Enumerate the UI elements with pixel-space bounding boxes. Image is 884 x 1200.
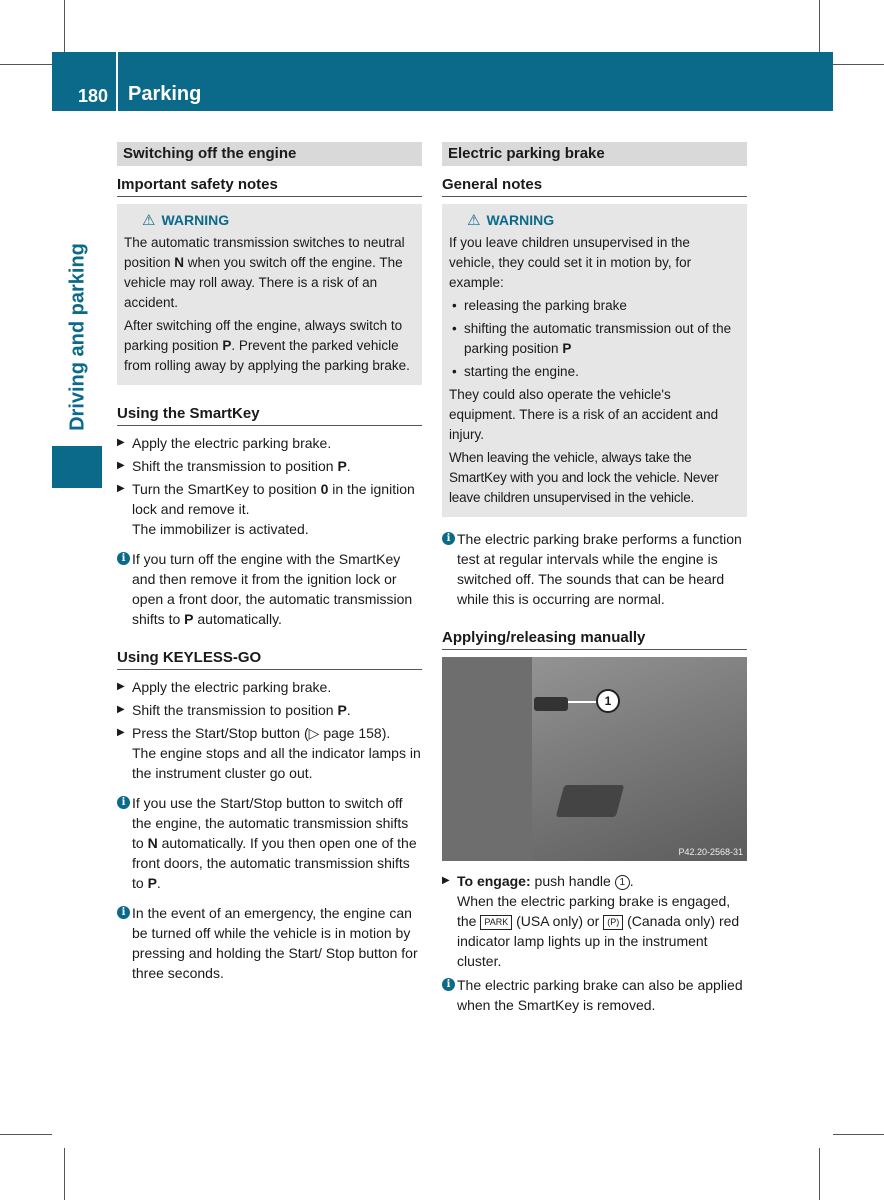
step-item: ▶ Apply the electric parking brake. <box>117 679 332 695</box>
step-item: ▶ Apply the electric parking brake. <box>117 435 332 451</box>
warning-box <box>117 204 422 385</box>
crop-mark <box>833 1134 884 1135</box>
chapter-side-label: Driving and parking <box>66 243 89 431</box>
section-title-switching-off: Switching off the engine <box>117 142 422 166</box>
step-arrow-icon: ▶ <box>117 437 125 448</box>
info-note: i If you turn off the engine with the SmartKey and then remove it from the ignition lock or open a front door, the automatic transmission shifts to P automatically. <box>117 549 422 629</box>
info-note: i The electric parking brake can also be applied when the SmartKey is removed. <box>442 975 747 1015</box>
photo-brake-handle <box>534 697 568 711</box>
crop-mark <box>819 1148 820 1200</box>
crop-mark <box>64 0 65 52</box>
step-arrow-icon: ▶ <box>442 875 450 886</box>
park-indicator-symbol: PARK <box>480 915 512 930</box>
bullet-item: • shifting the automatic transmission out of the parking position P <box>449 319 739 359</box>
page-ref-arrow-icon: ▷ <box>308 725 320 741</box>
warning-label: WARNING <box>161 212 230 228</box>
p-indicator-symbol: (P) <box>603 915 623 930</box>
warning-triangle-icon: ⚠ <box>142 212 156 229</box>
step-arrow-icon: ▶ <box>117 681 125 692</box>
crop-mark <box>0 1134 52 1135</box>
header-divider <box>116 52 118 111</box>
step-item: ▶ Shift the transmission to position P. <box>117 458 351 474</box>
info-note: i The electric parking brake performs a function test at regular intervals while the engine is switched off. The sounds that can be heard while this is occurring are normal. <box>442 529 747 609</box>
info-icon: i <box>117 906 130 919</box>
info-icon: i <box>442 532 455 545</box>
step-item: ▶ Shift the transmission to position P. <box>117 702 351 718</box>
warning-title <box>124 210 414 231</box>
heading-using-smartkey: Using the SmartKey <box>117 405 422 426</box>
warning-title <box>449 210 739 231</box>
step-arrow-icon: ▶ <box>117 483 125 494</box>
parking-brake-photo <box>442 657 747 861</box>
crop-mark <box>64 1148 65 1200</box>
info-icon: i <box>117 552 130 565</box>
section-title-parking-brake: Electric parking brake <box>442 142 747 166</box>
photo-pedal <box>556 785 625 817</box>
step-arrow-icon: ▶ <box>117 727 125 738</box>
bullet-item: • starting the engine. <box>449 362 739 382</box>
warning-paragraph: They could also operate the vehicle's equipment. There is a risk of an accident and injury. <box>449 387 719 442</box>
warning-paragraph: If you leave children unsupervised in the vehicle, they could set it in motion by, for example: <box>449 235 692 290</box>
step-arrow-icon: ▶ <box>117 704 125 715</box>
crop-mark <box>833 64 884 65</box>
handle-number-symbol: 1 <box>615 875 630 890</box>
side-tab-marker <box>52 446 102 488</box>
photo-callout-number: 1 <box>596 689 620 713</box>
heading-using-keyless-go: Using KEYLESS-GO <box>117 649 422 670</box>
warning-paragraph: When leaving the vehicle, always take the SmartKey with you and lock the vehicle. Never leave children unsupervised in the vehicle. <box>449 450 719 505</box>
warning-paragraph: After switching off the engine, always switch to parking position P. Prevent the parked vehicle from rolling away by applying the parking brake. <box>124 318 410 373</box>
step-arrow-icon: ▶ <box>117 460 125 471</box>
crop-mark <box>819 0 820 52</box>
heading-safety-notes: Important safety notes <box>117 176 422 197</box>
info-icon: i <box>117 796 130 809</box>
photo-dash-panel <box>442 657 532 861</box>
photo-callout-leader <box>568 701 598 703</box>
bullet-item: • releasing the parking brake <box>449 296 739 316</box>
left-column <box>117 142 422 983</box>
step-item: ▶ To engage: push handle 1 . When the electric parking brake is engaged, the PARK (USA only) or (P) (Canada only) red indicator lamp lights up in the instrument cluster. <box>442 873 740 969</box>
warning-triangle-icon: ⚠ <box>467 212 481 229</box>
step-item: ▶ Turn the SmartKey to position 0 in the ignition lock and remove it. The immobilizer is activated. <box>117 481 415 537</box>
warning-label: WARNING <box>486 212 555 228</box>
warning-paragraph: The automatic transmission switches to neutral position N when you switch off the engine. The vehicle may roll away. There is a risk of an accident. <box>124 235 405 310</box>
heading-applying-releasing: Applying/releasing manually <box>442 629 747 650</box>
step-item: ▶ Press the Start/Stop button (▷ page 158). The engine stops and all the indicator lamps in the instrument cluster go out. <box>117 725 421 781</box>
right-column <box>442 142 747 1015</box>
info-note: i If you use the Start/Stop button to switch off the engine, the automatic transmission shifts to N automatically. If you then open one of the front doors, the automatic transmission shifts to P. <box>117 793 422 893</box>
warning-box <box>442 204 747 517</box>
heading-general-notes: General notes <box>442 176 747 197</box>
photo-code: P42.20-2568-31 <box>678 847 743 857</box>
page-title: Parking <box>128 83 202 105</box>
info-icon: i <box>442 978 455 991</box>
crop-mark <box>0 64 52 65</box>
info-note: i In the event of an emergency, the engine can be turned off while the vehicle is in motion by pressing and holding the Start/ Stop button for three seconds. <box>117 903 422 983</box>
page-number: 180 <box>78 86 109 106</box>
